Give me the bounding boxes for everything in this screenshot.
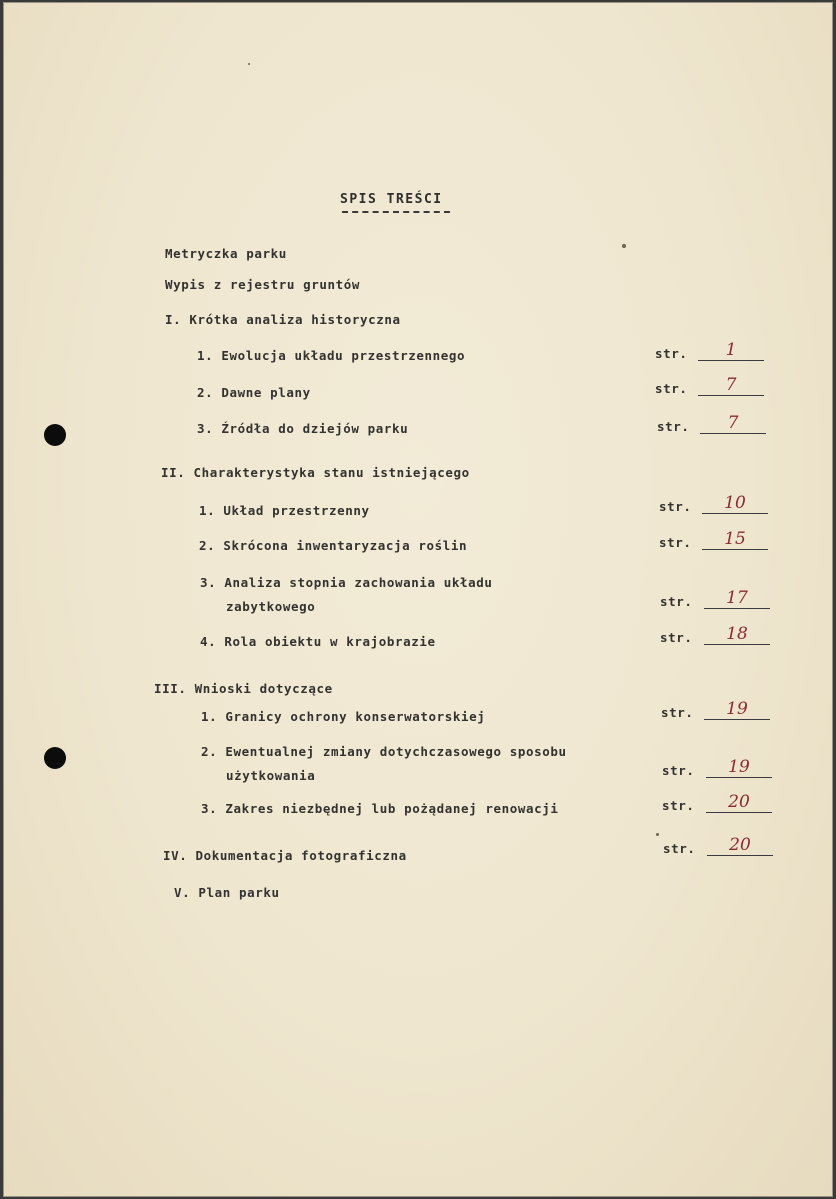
toc-entry: 3. Źródła do dziejów parku <box>197 421 409 436</box>
paper-speck <box>622 244 626 248</box>
str-label: str. <box>660 630 693 645</box>
page-number-handwritten: 20 <box>706 794 772 813</box>
str-label: str. <box>659 535 692 550</box>
toc-entry: 1. Układ przestrzenny <box>199 503 370 518</box>
str-label: str. <box>655 346 688 361</box>
page-number-handwritten: 20 <box>707 837 773 856</box>
toc-entry: 3. Analiza stopnia zachowania układu <box>200 575 493 590</box>
toc-entry: 1. Granicy ochrony konserwatorskiej <box>201 709 486 724</box>
toc-entry: 2. Skrócona inwentaryzacja roślin <box>199 538 468 553</box>
str-label: str. <box>663 841 696 856</box>
page-number-handwritten: 17 <box>704 590 770 609</box>
title-underline <box>342 211 450 213</box>
document-page <box>3 2 833 1197</box>
page-number-handwritten: 10 <box>702 495 768 514</box>
str-label: str. <box>660 594 693 609</box>
str-label: str. <box>662 798 695 813</box>
page-number-handwritten: 1 <box>698 342 764 361</box>
paper-speck <box>248 63 250 65</box>
toc-entry: 4. Rola obiektu w krajobrazie <box>200 634 436 649</box>
toc-section-heading: II. Charakterystyka stanu istniejącego <box>161 465 470 480</box>
toc-entry-wypis: Wypis z rejestru gruntów <box>165 277 361 292</box>
toc-entry: 2. Dawne plany <box>197 385 311 400</box>
toc-section-heading: IV. Dokumentacja fotograficzna <box>163 848 407 863</box>
toc-section-heading: V. Plan parku <box>174 885 280 900</box>
page-number-handwritten: 19 <box>704 701 770 720</box>
str-label: str. <box>657 419 690 434</box>
punch-hole-upper <box>44 424 66 446</box>
toc-entry: 1. Ewolucja układu przestrzennego <box>197 348 466 363</box>
str-label: str. <box>655 381 688 396</box>
toc-entry-continuation: zabytkowego <box>226 599 316 614</box>
str-label: str. <box>662 763 695 778</box>
page-number-handwritten: 15 <box>702 531 768 550</box>
page-number-handwritten: 7 <box>700 415 766 434</box>
page-number-handwritten: 19 <box>706 759 772 778</box>
toc-section-heading: III. Wnioski dotyczące <box>154 681 333 696</box>
paper-speck <box>656 833 659 836</box>
toc-section-heading: I. Krótka analiza historyczna <box>165 312 401 327</box>
toc-entry-continuation: użytkowania <box>226 768 316 783</box>
toc-entry-metryczka: Metryczka parku <box>165 246 287 261</box>
page-number-handwritten: 18 <box>704 626 770 645</box>
str-label: str. <box>661 705 694 720</box>
punch-hole-lower <box>44 747 66 769</box>
str-label: str. <box>659 499 692 514</box>
toc-entry: 2. Ewentualnej zmiany dotychczasowego sposobu <box>201 744 567 759</box>
page-number-handwritten: 7 <box>698 377 764 396</box>
toc-entry: 3. Zakres niezbędnej lub pożądanej renowacji <box>201 801 559 816</box>
page-title: SPIS TREŚCI <box>340 192 443 207</box>
